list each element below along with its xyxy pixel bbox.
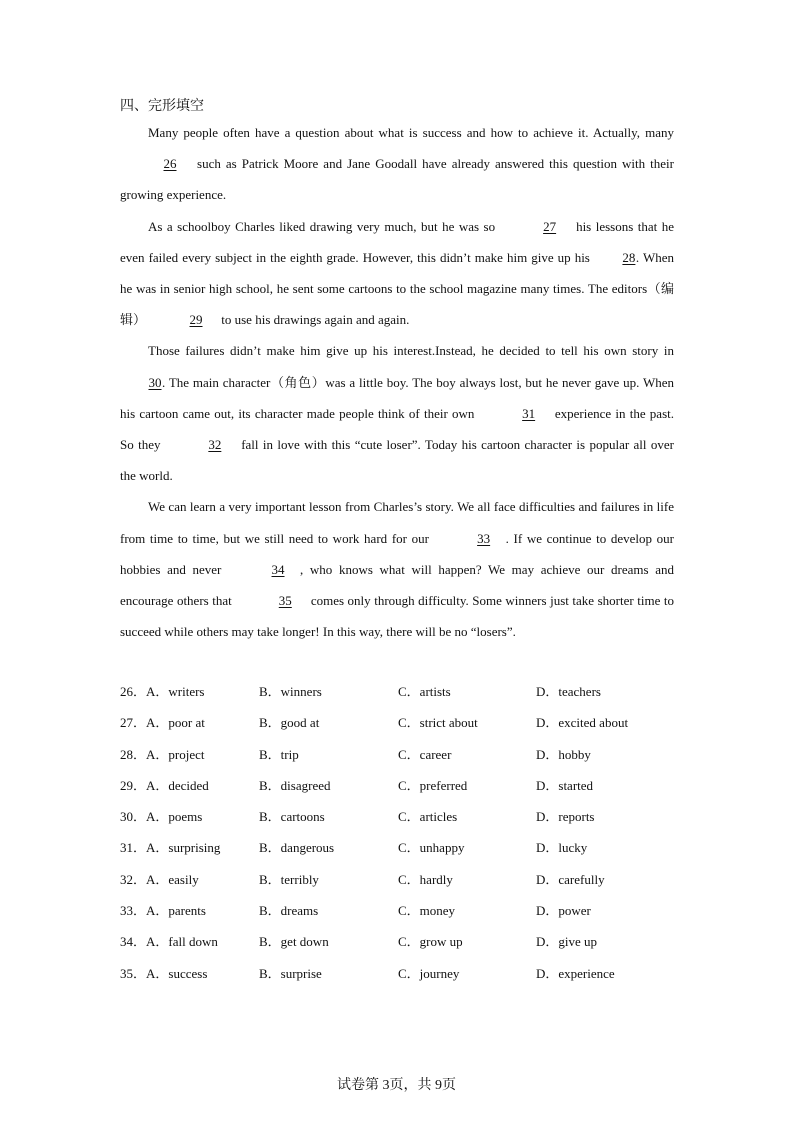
blank-27: 27 bbox=[543, 218, 557, 234]
question-row-33 bbox=[120, 900, 680, 931]
paragraph-2 bbox=[120, 211, 674, 336]
option-c: C．career bbox=[398, 746, 452, 762]
option-d: D．power bbox=[536, 903, 591, 919]
question-row-30 bbox=[120, 806, 680, 837]
option-b: B．dreams bbox=[259, 903, 319, 919]
question-row-35 bbox=[120, 963, 680, 994]
blank-35: 35 bbox=[278, 593, 292, 609]
paragraph-4 bbox=[120, 491, 674, 647]
blank-34: 34 bbox=[271, 561, 285, 577]
option-a: 28．A．project bbox=[120, 746, 205, 762]
option-b: B．terribly bbox=[259, 871, 319, 887]
text: such as Patrick Moore and Jane Goodall have already answered this question with their growing experience. bbox=[120, 156, 674, 203]
option-b: B．trip bbox=[259, 746, 299, 762]
option-b: B．cartoons bbox=[259, 809, 325, 825]
option-c: C．journey bbox=[398, 965, 460, 981]
option-d: D．teachers bbox=[536, 684, 601, 699]
option-b: B．get down bbox=[259, 934, 329, 950]
text: Those failures didn’t make him give up his interest.Instead, he decided to tell his own story in bbox=[148, 343, 674, 359]
option-a: 35．A．success bbox=[120, 965, 208, 981]
option-c: C．artists bbox=[398, 684, 451, 699]
option-c: C．articles bbox=[398, 809, 458, 825]
blank-26: 26 bbox=[163, 156, 177, 172]
question-row-32 bbox=[120, 869, 680, 900]
question-row-26 bbox=[120, 681, 680, 712]
blank-30: 30 bbox=[148, 374, 162, 390]
text: his lessons that he even failed every subject in the eighth grade. However, this didn’t make him give up his bbox=[120, 218, 674, 265]
section-title: 四、完形填空 bbox=[120, 99, 204, 114]
option-a: 29．A．decided bbox=[120, 777, 209, 793]
option-c: C．preferred bbox=[398, 777, 468, 793]
text: to use his drawings again and again. bbox=[218, 312, 410, 328]
option-a: 34．A．fall down bbox=[120, 934, 218, 950]
answer-options bbox=[120, 681, 680, 994]
blank-33: 33 bbox=[477, 530, 491, 546]
option-d: D．excited about bbox=[536, 715, 629, 731]
option-a: 31．A．surprising bbox=[120, 840, 221, 856]
option-c: C．unhappy bbox=[398, 840, 465, 856]
question-row-29 bbox=[120, 775, 680, 806]
option-a: 26．A．writers bbox=[120, 684, 205, 699]
text: . When he was in senior high school, he sent some cartoons to the school magazine many times. The editors（编辑） bbox=[120, 249, 674, 328]
paragraph-1 bbox=[120, 117, 674, 211]
option-c: C．money bbox=[398, 903, 456, 919]
text: , who knows what will happen? We may achieve our dreams and encourage others that bbox=[120, 561, 674, 609]
option-c: C．grow up bbox=[398, 934, 463, 950]
option-b: B．winners bbox=[259, 684, 322, 699]
question-row-28 bbox=[120, 744, 680, 775]
text: . The main character（角色）was a little boy. The boy always lost, but he never gave up. When his cartoon came out, its character made people think of their own bbox=[120, 374, 674, 421]
option-d: D．experience bbox=[536, 965, 615, 981]
paragraph-3 bbox=[120, 335, 674, 491]
option-c: C．strict about bbox=[398, 715, 478, 731]
option-b: B．good at bbox=[259, 715, 320, 731]
blank-31: 31 bbox=[522, 405, 536, 421]
option-a: 27．A．poor at bbox=[120, 715, 205, 731]
cloze-passage bbox=[120, 117, 674, 647]
question-row-34 bbox=[120, 931, 680, 962]
option-b: B．disagreed bbox=[259, 777, 331, 793]
option-a: 30．A．poems bbox=[120, 809, 203, 825]
text: experience in the past. So they bbox=[120, 405, 675, 453]
text: Many people often have a question about what is success and how to achieve it. Actually, many bbox=[148, 125, 674, 140]
option-b: B．dangerous bbox=[259, 840, 335, 856]
blank-28: 28 bbox=[622, 249, 636, 265]
option-d: D．hobby bbox=[536, 746, 591, 762]
option-d: D．reports bbox=[536, 809, 595, 825]
option-a: 32．A．easily bbox=[120, 871, 199, 887]
text: . If we continue to develop our hobbies and never bbox=[120, 530, 674, 577]
option-a: 33．A．parents bbox=[120, 903, 206, 919]
option-d: D．give up bbox=[536, 934, 598, 950]
text: comes only through difficulty. Some winners just take shorter time to succeed while others may take longer! In this way, there will be no “losers”. bbox=[120, 593, 674, 640]
question-row-27 bbox=[120, 712, 680, 743]
option-d: D．carefully bbox=[536, 871, 605, 887]
text: As a schoolboy Charles liked drawing very much, but he was so bbox=[148, 218, 500, 234]
text: We can learn a very important lesson from Charles’s story. We all face difficulties and failures in life from time to time, but we still need to work hard for our bbox=[120, 499, 674, 546]
question-row-31 bbox=[120, 837, 680, 868]
option-c: C．hardly bbox=[398, 871, 453, 887]
page-footer: 试卷第 3页，共 9页 bbox=[337, 1078, 456, 1093]
option-d: D．started bbox=[536, 777, 594, 793]
text: fall in love with this “cute loser”. Today his cartoon character is popular all over the world. bbox=[120, 437, 674, 484]
option-d: D．lucky bbox=[536, 840, 588, 856]
blank-29: 29 bbox=[189, 312, 203, 328]
option-b: B．surprise bbox=[259, 965, 322, 981]
blank-32: 32 bbox=[208, 437, 222, 453]
